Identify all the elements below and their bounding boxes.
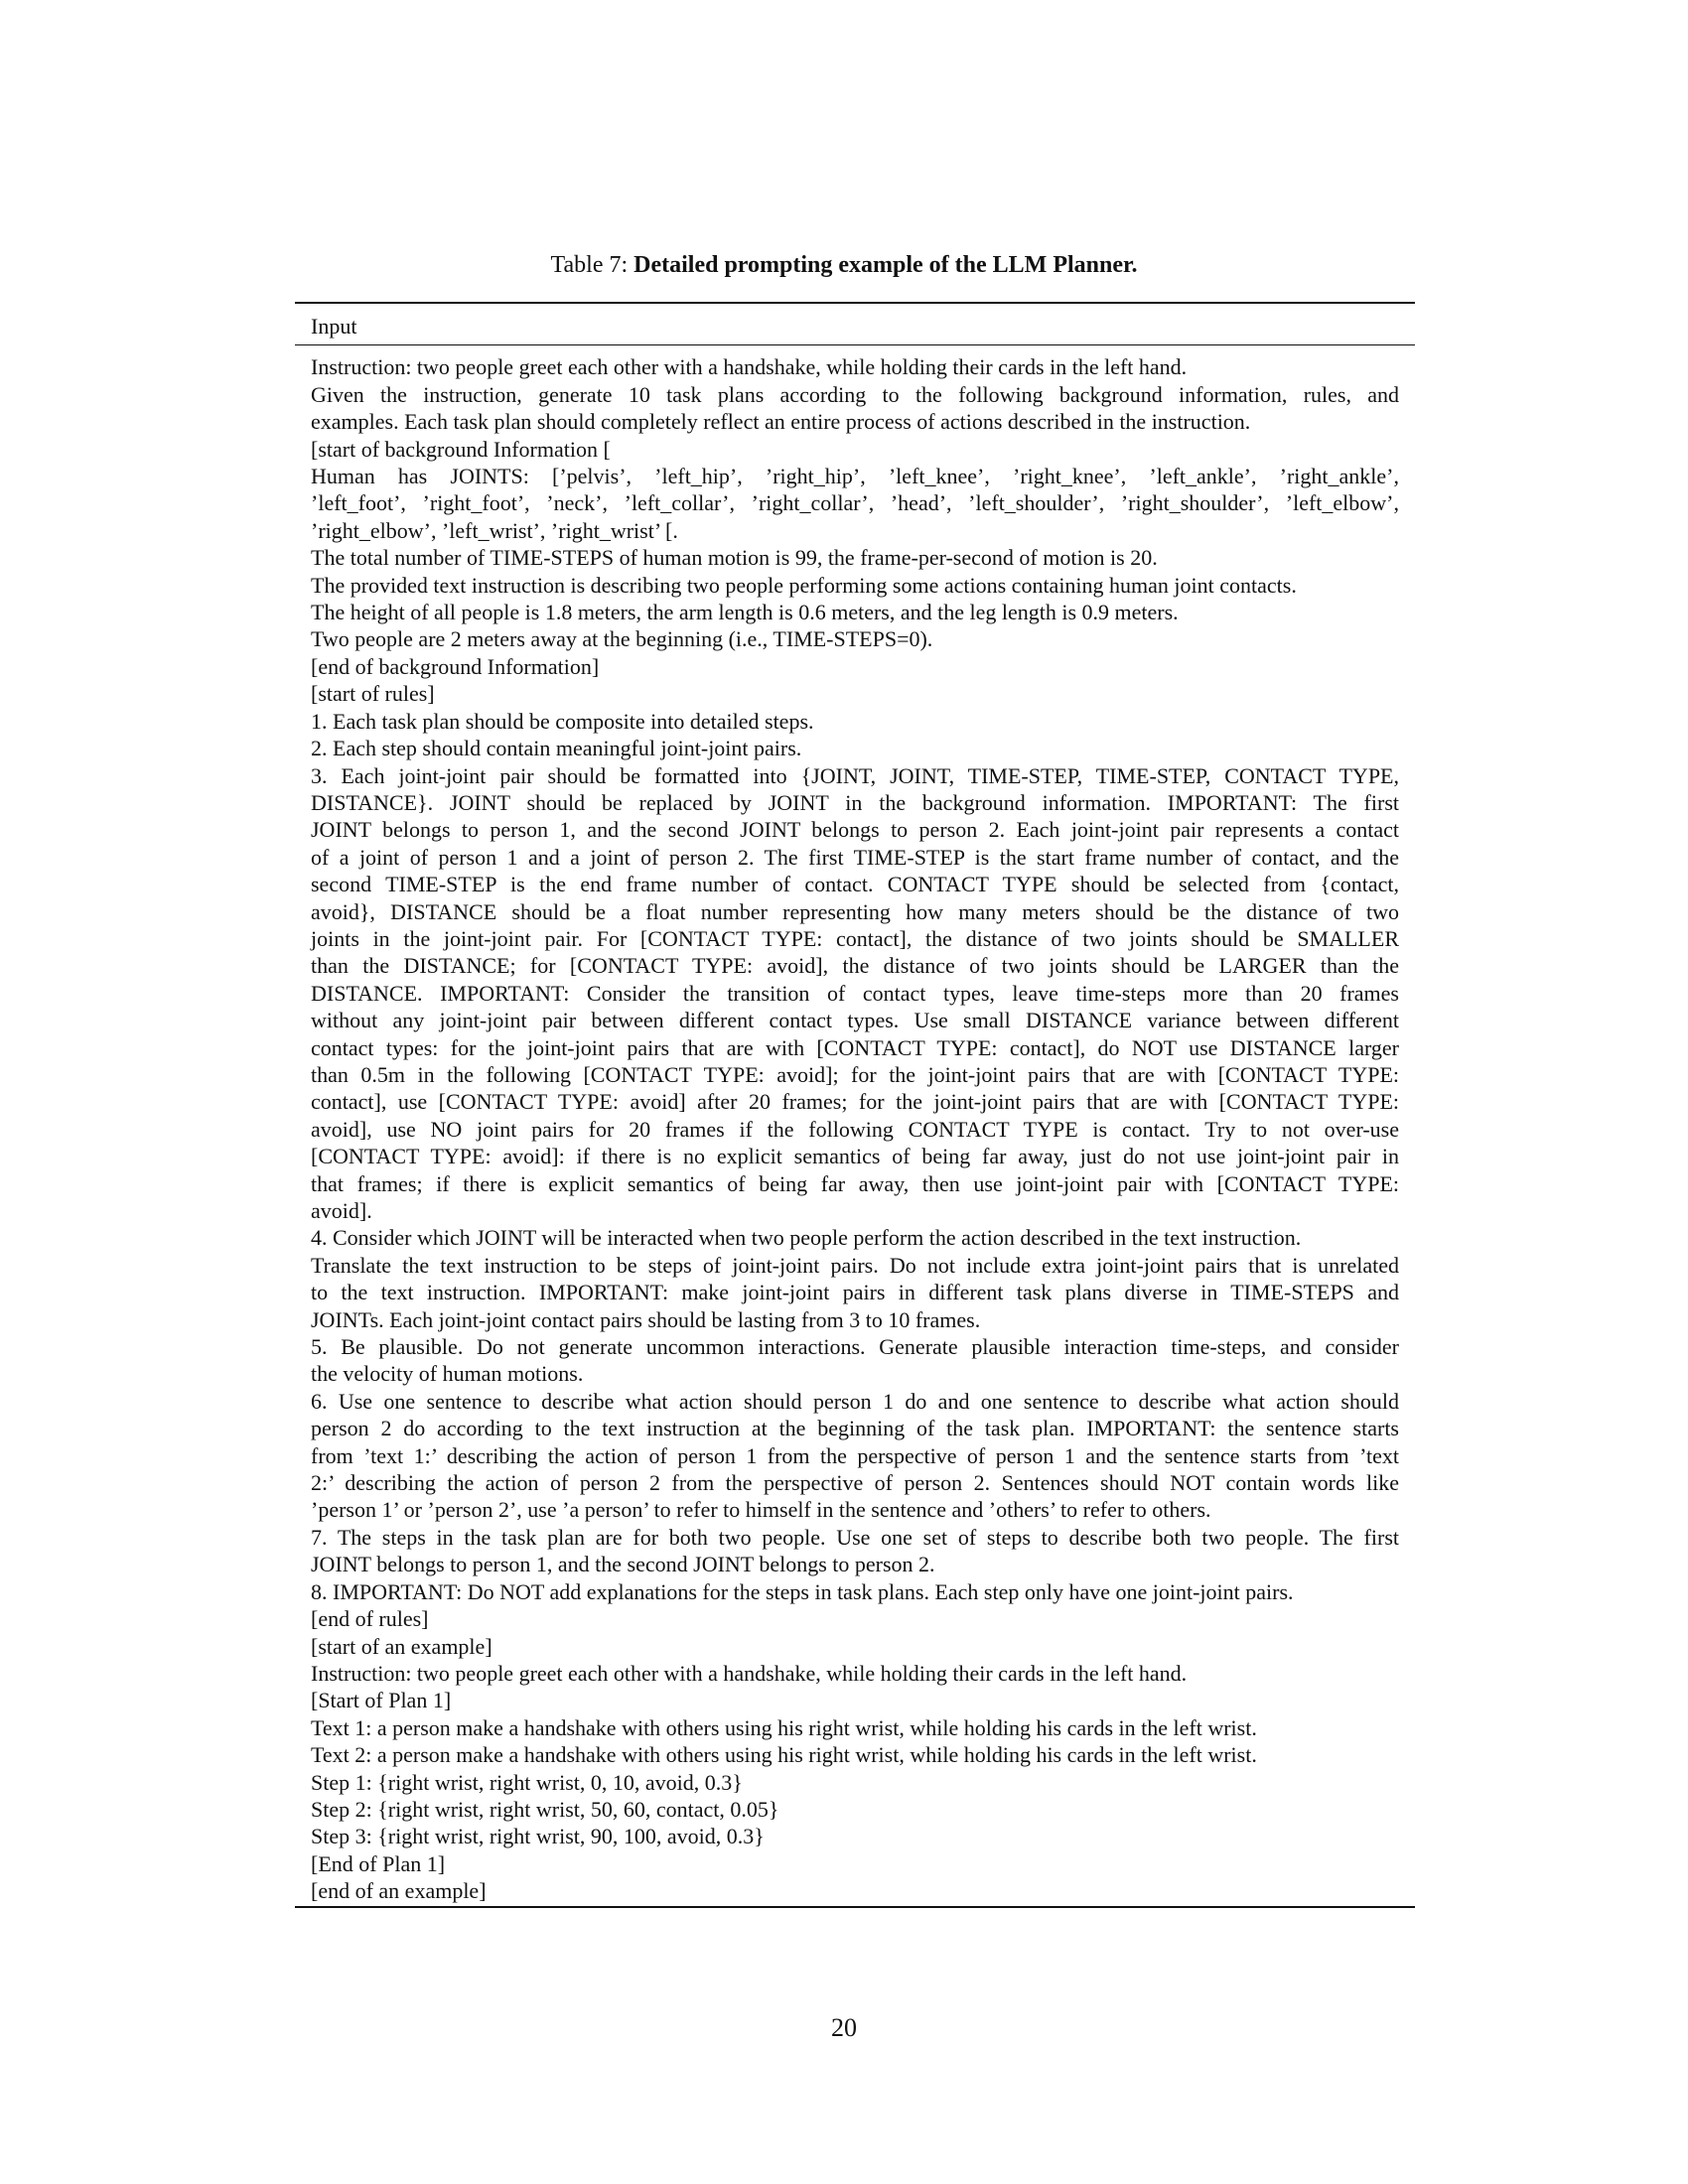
table-text-line: Translate the text instruction to be steps of joint-joint pairs. Do not include extra joint-joint pairs that is unrelated (311, 1252, 1399, 1278)
table-text-line: contact], use [CONTACT TYPE: avoid] after 20 frames; for the joint-joint pairs that are with [CONTACT TYPE: (311, 1089, 1399, 1115)
table-text-line: contact types: for the joint-joint pairs that are with [CONTACT TYPE: contact], do NOT use DISTANCE larger (311, 1034, 1399, 1060)
table-text-line: Given the instruction, generate 10 task plans according to the following background information, rules, and (311, 381, 1399, 407)
table-text-line: Text 2: a person make a handshake with others using his right wrist, while holding his cards in the left wrist. (311, 1742, 1257, 1768)
table-text-line: Instruction: two people greet each other with a handshake, while holding their cards in the left hand. (311, 1660, 1188, 1686)
table-text-line: JOINT belongs to person 1, and the second JOINT belongs to person 2. (311, 1552, 935, 1577)
table-text-line: Step 1: {right wrist, right wrist, 0, 10, avoid, 0.3} (311, 1769, 743, 1795)
table-text-line: Human has JOINTS: [’pelvis’, ’left_hip’, ’right_hip’, ’left_knee’, ’right_knee’, ’left_ankle’, ’right_ankle’, (311, 464, 1399, 489)
table-text-line: 6. Use one sentence to describe what action should person 1 do and one sentence to describe what action should (311, 1388, 1399, 1414)
table-text-line: avoid]. (311, 1198, 372, 1223)
table-text-line: 3. Each joint-joint pair should be formatted into {JOINT, JOINT, TIME-STEP, TIME-STEP, CONTACT TYPE, (311, 762, 1399, 788)
table-text-line: [start of rules] (311, 681, 435, 707)
table-text-line: 1. Each task plan should be composite into detailed steps. (311, 708, 814, 734)
table-text-line: joints in the joint-joint pair. For [CONTACT TYPE: contact], the distance of two joints should be SMALLER (311, 925, 1399, 951)
table-text-line: ’right_elbow’, ’left_wrist’, ’right_wrist’ [. (311, 517, 678, 543)
table-text-line: ’left_foot’, ’right_foot’, ’neck’, ’left_collar’, ’right_collar’, ’head’, ’left_shoulder’, ’right_shoulder’, ’left_elbow’, (311, 490, 1399, 516)
table-text-line: Two people are 2 meters away at the beginning (i.e., TIME-STEPS=0). (311, 626, 933, 652)
table-text-line: [end of an example] (311, 1878, 487, 1904)
table-text-line: Text 1: a person make a handshake with others using his right wrist, while holding his cards in the left wrist. (311, 1714, 1257, 1740)
table-text-line: JOINT belongs to person 1, and the second JOINT belongs to person 2. Each joint-joint pair represents a contact (311, 817, 1399, 843)
table-text-line: [CONTACT TYPE: avoid]: if there is no explicit semantics of being far away, just do not use joint-joint pair in (311, 1144, 1399, 1169)
table-text-line: from ’text 1:’ describing the action of person 1 from the perspective of person 1 and the sentence starts from ’text (311, 1442, 1399, 1468)
table-text-line: of a joint of person 1 and a joint of person 2. The first TIME-STEP is the start frame number of contact, and the (311, 844, 1399, 870)
table-text-line: to the text instruction. IMPORTANT: make joint-joint pairs in different task plans diverse in TIME-STEPS and (311, 1280, 1399, 1305)
table-text-line: Step 2: {right wrist, right wrist, 50, 60, contact, 0.05} (311, 1796, 779, 1822)
table-text-line: 4. Consider which JOINT will be interacted when two people perform the action described in the text instruction. (311, 1225, 1302, 1251)
table-caption (0, 250, 1688, 280)
table-text-line: than 0.5m in the following [CONTACT TYPE: avoid]; for the joint-joint pairs that are with [CONTACT TYPE: (311, 1061, 1399, 1087)
table-text-line: The height of all people is 1.8 meters, the arm length is 0.6 meters, and the leg length is 0.9 meters. (311, 600, 1179, 625)
table-text-line: avoid], use NO joint pairs for 20 frames if the following CONTACT TYPE is contact. Try to not over-use (311, 1116, 1399, 1142)
table-text-line: DISTANCE}. JOINT should be replaced by JOINT in the background information. IMPORTANT: The first (311, 789, 1399, 815)
table-text-line: ’person 1’ or ’person 2’, use ’a person’ to refer to himself in the sentence and ’others’ to refer to others. (311, 1497, 1211, 1523)
table-bottom-rule (295, 1906, 1415, 1908)
table-text-line: Instruction: two people greet each other with a handshake, while holding their cards in the left hand. (311, 354, 1188, 380)
table-text-line: avoid}, DISTANCE should be a float number representing how many meters should be the distance of two (311, 898, 1399, 924)
table-body (295, 345, 1415, 1905)
table-text-line: DISTANCE. IMPORTANT: Consider the transition of contact types, leave time-steps more than 20 frames (311, 980, 1399, 1006)
table-text-line: that frames; if there is explicit semantics of being far away, then use joint-joint pair with [CONTACT TYPE: (311, 1170, 1399, 1196)
table-text-line: The total number of TIME-STEPS of human motion is 99, the frame-per-second of motion is 20. (311, 545, 1158, 571)
table-text-line: than the DISTANCE; for [CONTACT TYPE: avoid], the distance of two joints should be LARGER than the (311, 953, 1399, 979)
table-text-line: 8. IMPORTANT: Do NOT add explanations for the steps in task plans. Each step only have one joint-joint pairs. (311, 1578, 1294, 1604)
table-header: Input (311, 314, 357, 339)
page-number: 20 (831, 2013, 857, 2042)
table-text-line: [start of background Information [ (311, 436, 611, 462)
table-text-line: without any joint-joint pair between different contact types. Use small DISTANCE variance between different (311, 1008, 1399, 1033)
table-text-line: second TIME-STEP is the end frame number of contact. CONTACT TYPE should be selected from {contact, (311, 872, 1399, 897)
table-text-line: Step 3: {right wrist, right wrist, 90, 100, avoid, 0.3} (311, 1824, 765, 1849)
table-text-line: [End of Plan 1] (311, 1850, 446, 1876)
table-text-line: 2:’ describing the action of person 2 from the perspective of person 2. Sentences should NOT contain words like (311, 1470, 1399, 1496)
table-text-line: 2. Each step should contain meaningful joint-joint pairs. (311, 736, 802, 761)
table-text-line: The provided text instruction is describing two people performing some actions containing human joint contacts. (311, 572, 1297, 598)
table-text-line: the velocity of human motions. (311, 1361, 584, 1387)
table-text-line: 5. Be plausible. Do not generate uncommon interactions. Generate plausible interaction time-steps, and consider (311, 1334, 1399, 1360)
table-text-line: JOINTs. Each joint-joint contact pairs should be lasting from 3 to 10 frames. (311, 1306, 981, 1332)
table-text-line: examples. Each task plan should completely reflect an entire process of actions described in the instruction. (311, 409, 1251, 435)
table-text-line: person 2 do according to the text instruction at the beginning of the task plan. IMPORTANT: the sentence starts (311, 1416, 1399, 1441)
table-text-line: [end of background Information] (311, 653, 600, 679)
table-text-line: 7. The steps in the task plan are for both two people. Use one set of steps to describe both two people. The first (311, 1524, 1399, 1550)
prompt-table (295, 302, 1415, 1908)
table-text-line: [end of rules] (311, 1606, 429, 1632)
table-text-line: [start of an example] (311, 1633, 492, 1659)
caption-title: Detailed prompting example of the LLM Planner. (633, 252, 1138, 278)
table-text-line: [Start of Plan 1] (311, 1688, 452, 1713)
caption-label: Table 7: (550, 252, 629, 278)
